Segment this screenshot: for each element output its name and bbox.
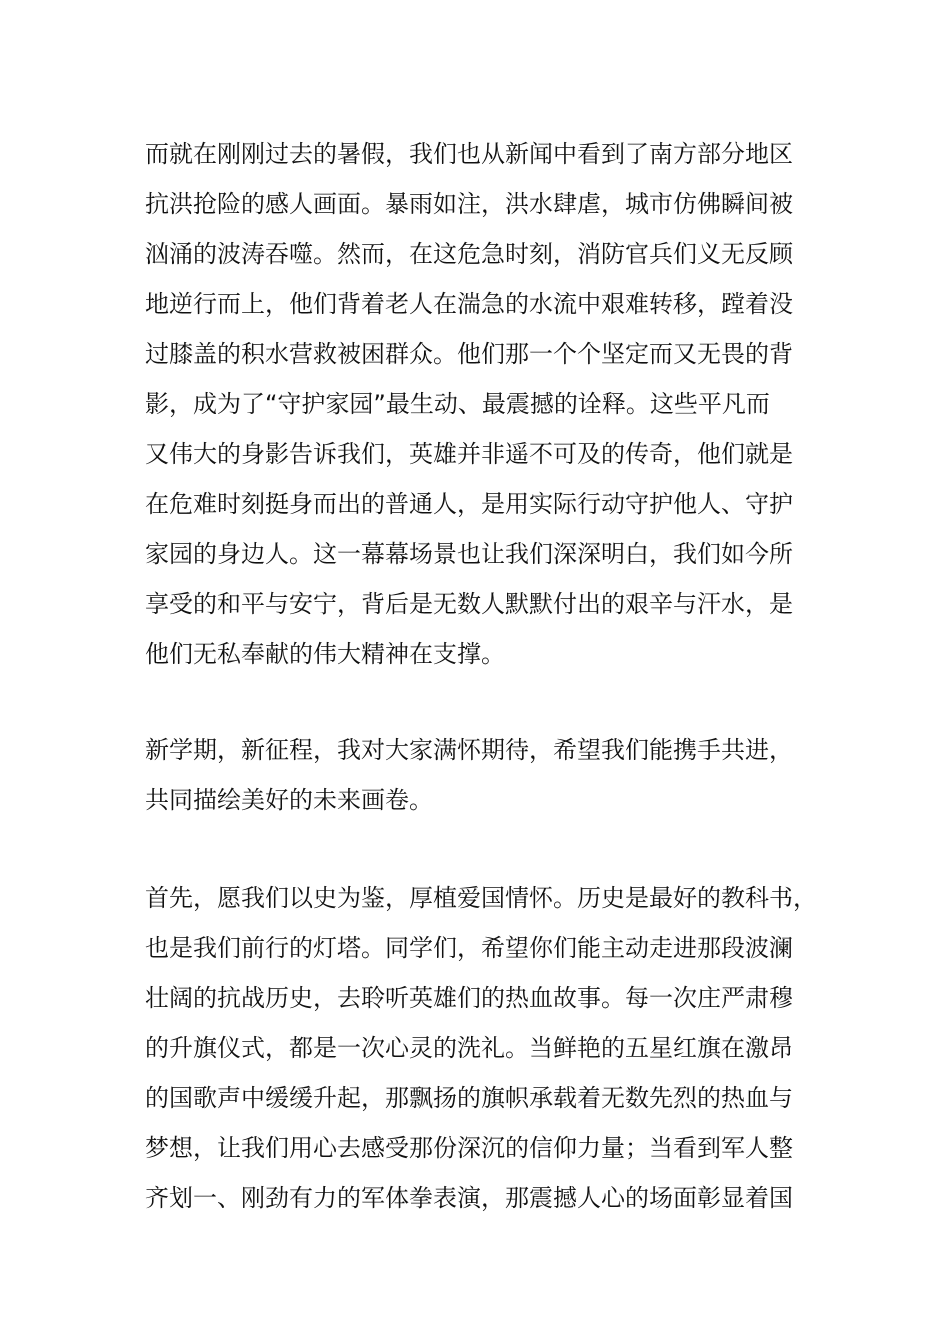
text-line: 的升旗仪式，都是一次心灵的洗礼。当鲜艳的五星红旗在激昂 (145, 1034, 793, 1062)
text-line: 过膝盖的积水营救被困群众。他们那一个个坚定而又无畏的背 (145, 340, 793, 368)
text-line: 的国歌声中缓缓升起，那飘扬的旗帜承载着无数先烈的热血与 (145, 1084, 793, 1112)
text-line: 汹涌的波涛吞噬。然而，在这危急时刻，消防官兵们义无反顾 (145, 240, 793, 268)
paragraph-history-patriotism (145, 873, 825, 1223)
text-line: 家园的身边人。这一幕幕场景也让我们深深明白，我们如今所 (145, 540, 793, 568)
paragraph-flood-rescue (145, 129, 825, 679)
text-line: 又伟大的身影告诉我们，英雄并非遥不可及的传奇，他们就是 (145, 440, 793, 468)
text-line: 他们无私奉献的伟大精神在支撑。 (145, 640, 505, 668)
text-line: 地逆行而上，他们背着老人在湍急的水流中艰难转移，蹚着没 (145, 290, 793, 318)
text-line: 影，成为了“守护家园”最生动、最震撼的诠释。这些平凡而 (145, 390, 770, 418)
text-line: 梦想，让我们用心去感受那份深沉的信仰力量；当看到军人整 (145, 1134, 793, 1162)
text-line: 新学期，新征程，我对大家满怀期待，希望我们能携手共进， (145, 736, 793, 764)
paragraph-new-semester (145, 725, 825, 825)
text-line: 首先，愿我们以史为鉴，厚植爱国情怀。历史是最好的教科书， (145, 884, 817, 912)
text-line: 齐划一、刚劲有力的军体拳表演，那震撼人心的场面彰显着国 (145, 1184, 793, 1212)
text-line: 抗洪抢险的感人画面。暴雨如注，洪水肆虐，城市仿佛瞬间被 (145, 190, 793, 218)
text-line: 在危难时刻挺身而出的普通人，是用实际行动守护他人、守护 (145, 490, 793, 518)
text-line: 也是我们前行的灯塔。同学们，希望你们能主动走进那段波澜 (145, 934, 793, 962)
text-line: 享受的和平与安宁，背后是无数人默默付出的艰辛与汗水，是 (145, 590, 793, 618)
text-line: 壮阔的抗战历史，去聆听英雄们的热血故事。每一次庄严肃穆 (145, 984, 793, 1012)
text-line: 而就在刚刚过去的暑假，我们也从新闻中看到了南方部分地区 (145, 140, 793, 168)
text-line: 共同描绘美好的未来画卷。 (145, 786, 433, 814)
